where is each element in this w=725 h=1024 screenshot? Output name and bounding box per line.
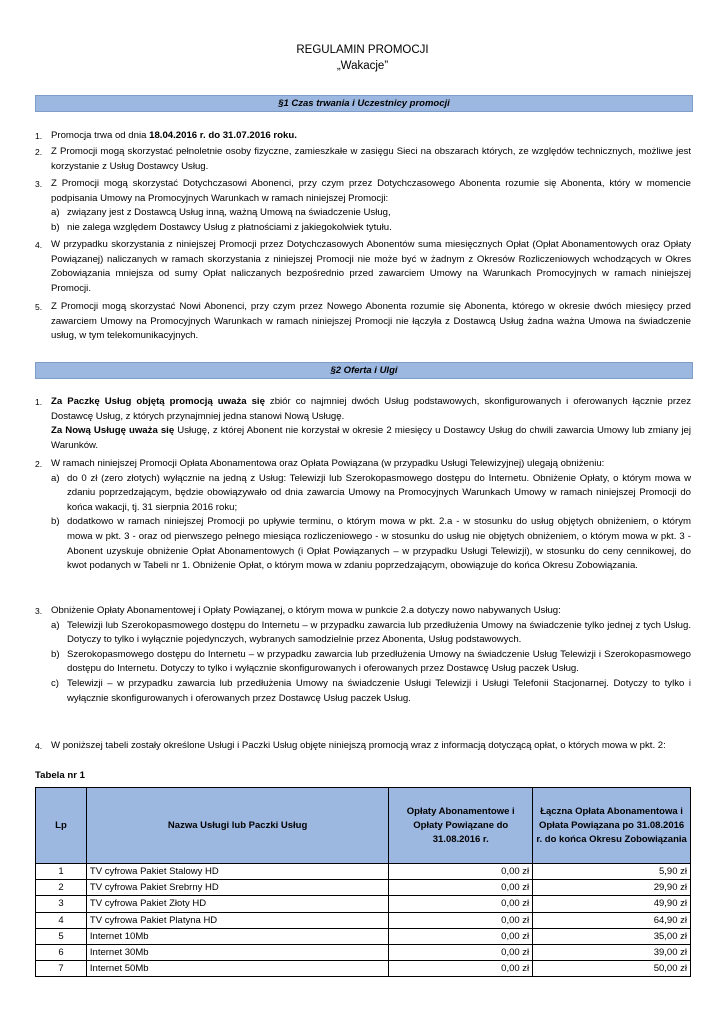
promo-table: [35, 787, 691, 977]
s1-item-5: 5. Z Promocji mogą skorzystać Nowi Abonenci, przy czym przez Nowego Abonenta rozumie się Abonenta, którego w okresie dwóch miesięcy przed zawarciem Umowy na Promocyjnych Warunkach w ramach niniejszej Promocji nie łączyła z Dostawcą Usług żadna ważna Umowa na świadczenie usług, w tym telekomunikacyjnych.: [35, 301, 691, 342]
section-heading-2: §2 Oferta i Ulgi: [35, 362, 693, 379]
table-row: 4 TV cyfrowa Pakiet Platyna HD 0,00 zł 64,90 zł: [36, 912, 691, 928]
s1-item-4: 4. W przypadku skorzystania z niniejszej Promocji przez Dotychczasowych Abonentów suma miesięcznych Opłat (Opłat Abonamentowych oraz Opłaty Powiązanej) naliczanych w ramach skorzystania z niniejszej Promocji nie może być w żadnym z Okresów Rozliczeniowych wchodzących w Okres Zobowiązania mniejsza od sumy Opłat naliczanych bezpośrednio przed zawarciem Umowy na Warunkach Promocyjnych w ramach niniejszej Promocji.: [35, 239, 691, 294]
s2-item-1: 1. Za Paczkę Usług objętą promocją uważa się zbiór co najmniej dwóch Usług podstawowych, skonfigurowanych i oferowanych łącznie przez Dostawcę Usług, z których przynajmniej jedna stanowi Nową Usługę. Za Nową Usługę uważa się Usługę, z której Abonent nie korzystał w okresie 2 miesięcy u Dostawcy Usług do chwili zawarcia Umowy lub zmiany jej Warunków.: [35, 396, 691, 451]
s1-item-2: 2. Z Promocji mogą skorzystać pełnoletnie osoby fizyczne, zamieszkałe w zasięgu Sieci na obszarach których, ze względów technicznych, możliwe jest korzystanie z Usług Dostawcy Usług.: [35, 146, 691, 172]
s2-item-4: 4. W poniższej tabeli zostały określone Usługi i Paczki Usług objęte niniejszą promocją wraz z informacją dotyczącą opłat, o których mowa w pkt. 2:: [35, 740, 666, 751]
table-row: 6 Internet 30Mb 0,00 zł 39,00 zł: [36, 944, 691, 960]
table-row: 3 TV cyfrowa Pakiet Złoty HD 0,00 zł 49,90 zł: [36, 896, 691, 912]
section-heading-1: §1 Czas trwania i Uczestnicy promocji: [35, 95, 693, 112]
header-fee-after: Łączna Opłata Abonamentowa i Opłata Powiązana po 31.08.2016 r. do końca Okresu Zobowiązania: [533, 788, 691, 864]
s2-item-2: 2. W ramach niniejszej Promocji Opłata Abonamentowa oraz Opłata Powiązana (w przypadku Usługi Telewizyjnej) ulegają obniżeniu: a) do 0 zł (zero złotych) wyłącznie na jedną z Usług: Telewizji lub Szerokopasmowego dostępu do Internetu. Obniżenie Opłaty, o którym mowa w zdaniu poprzedzającym, będzie obowiązywało od dnia zawarcia Umowy na Promocyjnych Warunkach Umowy w ramach niniejszej Promocji do końca wakacji, tj. 31 sierpnia 2016 roku; b) dodatkowo w ramach niniejszej Promocji po upływie terminu, o którym mowa w pkt. 2.a - w stosunku do usług objętych obniżeniem, o którym mowa w pkt. 3 - oraz od pierwszego pełnego miesiąca rozliczeniowego - w stosunku do usług nie objętych obniżeniem, o którym mowa w pkt. 3 - Abonent uzyskuje obniżenie Opłat Abonamentowych (i Opłat Powiązanych – w przypadku Usługi Telewizji), w stosunku do ceny cennikowej, do kwot podanych w Tabeli nr 1. Obniżenie Opłat, o którym mowa w zdaniu poprzedzającym, obowiązuje do końca Okresu Zobowiązania.: [51, 457, 691, 574]
table-row: 5 Internet 10Mb 0,00 zł 35,00 zł: [36, 928, 691, 944]
table-caption: Tabela nr 1: [35, 770, 85, 781]
table-header-row: [36, 788, 691, 864]
s1-item-3-sub-b: b) nie zalega względem Dostawcy Usług z płatnościami z jakiegokolwiek tytułu.: [51, 221, 392, 233]
s2-item-2-sub-a: a) do 0 zł (zero złotych) wyłącznie na jedną z Usług: Telewizji lub Szerokopasmowego dostępu do Internetu. Obniżenie Opłaty, o którym mowa w zdaniu poprzedzającym, będzie obowiązywało od dnia zawarcia Umowy na Promocyjnych Warunkach Umowy w ramach niniejszej Promocji do końca wakacji, tj. 31 sierpnia 2016 roku;: [51, 472, 691, 513]
s2-item-2-sub-b: b) dodatkowo w ramach niniejszej Promocji po upływie terminu, o którym mowa w pkt. 2.a - w stosunku do usług objętych obniżeniem, o którym mowa w pkt. 3 - oraz od pierwszego pełnego miesiąca rozliczeniowego - w stosunku do usług nie objętych obniżeniem, o którym mowa w pkt. 3 - Abonent uzyskuje obniżenie Opłat Abonamentowych (i Opłat Powiązanych – w przypadku Usługi Telewizji), w stosunku do ceny cennikowej, do kwot podanych w Tabeli nr 1. Obniżenie Opłat, o którym mowa w zdaniu poprzedzającym, obowiązuje do końca Okresu Zobowiązania.: [51, 516, 691, 572]
header-lp: Lp: [36, 788, 87, 864]
document-subtitle: „Wakacje”: [336, 60, 389, 72]
s2-item-3-sub-b: b) Szerokopasmowego dostępu do Internetu – w przypadku zawarcia lub przedłużenia Umowy na świadczenie Usług Telewizji i Szerokopasmowego dostępu do Internetu. Dotyczy to tylko i wyłącznie skonfigurowanych i oferowanych przez Dostawcę Usług paczek Usług.: [51, 648, 691, 675]
s2-item-3-sub-c: c) Telewizji – w przypadku zawarcia lub przedłużenia Umowy na świadczenie Usługi Telewizji i Usługi Telefonii Stacjonarnej. Dotyczy to tylko i wyłącznie skonfigurowanych i oferowanych przez Dostawcę Usług paczek Usług.: [51, 677, 691, 704]
document-title: REGULAMIN PROMOCJI: [296, 44, 429, 56]
s1-item-3: 3. Z Promocji mogą skorzystać Dotychczasowi Abonenci, przy czym przez Dotychczasowego Abonenta rozumie się Abonenta, który w momencie podpisania Umowy na Promocyjnych Warunkach w ramach niniejszej Promocji: a) związany jest z Dostawcą Usług inną, ważną Umową na świadczenie Usług, b) nie zalega względem Dostawcy Usług z płatnościami z jakiegokolwiek tytułu.: [51, 177, 691, 235]
table-row: 2 TV cyfrowa Pakiet Srebrny HD 0,00 zł 29,90 zł: [36, 880, 691, 896]
s1-item-1: 1. Promocja trwa od dnia 18.04.2016 r. do 31.07.2016 roku.: [35, 130, 297, 141]
s2-item-3: 3. Obniżenie Opłaty Abonamentowej i Opłaty Powiązanej, o którym mowa w punkcie 2.a dotyczy nowo nabywanych Usług: a) Telewizji lub Szerokopasmowego dostępu do Internetu – w przypadku zawarcia lub przedłużenia Umowy na świadczenie tylko jednej z tych Usług. Dotyczy to tylko i wyłącznie pojedynczych, wybranych samodzielnie przez Abonenta, Usług podstawowych. b) Szerokopasmowego dostępu do Internetu – w przypadku zawarcia lub przedłużenia Umowy na świadczenie Usług Telewizji i Szerokopasmowego dostępu do Internetu. Dotyczy to tylko i wyłącznie skonfigurowanych i oferowanych przez Dostawcę Usług paczek Usług. c) Telewizji – w przypadku zawarcia lub przedłużenia Umowy na świadczenie Usługi Telewizji i Usługi Telefonii Stacjonarnej. Dotyczy to tylko i wyłącznie skonfigurowanych i oferowanych przez Dostawcę Usług paczek Usług.: [51, 604, 691, 706]
s1-item-3-sub-a: a) związany jest z Dostawcą Usług inną, ważną Umową na świadczenie Usług,: [51, 207, 391, 219]
table-row: 1 TV cyfrowa Pakiet Stalowy HD 0,00 zł 5,90 zł: [36, 864, 691, 880]
header-fee-before: Opłaty Abonamentowe i Opłaty Powiązane do 31.08.2016 r.: [389, 788, 533, 864]
s2-item-3-sub-a: a) Telewizji lub Szerokopasmowego dostępu do Internetu – w przypadku zawarcia lub przedłużenia Umowy na świadczenie tylko jednej z tych Usług. Dotyczy to tylko i wyłącznie pojedynczych, wybranych samodzielnie przez Abonenta, Usług podstawowych.: [51, 619, 691, 646]
table-row: 7 Internet 50Mb 0,00 zł 50,00 zł: [36, 961, 691, 977]
header-name: Nazwa Usługi lub Paczki Usług: [86, 788, 388, 864]
